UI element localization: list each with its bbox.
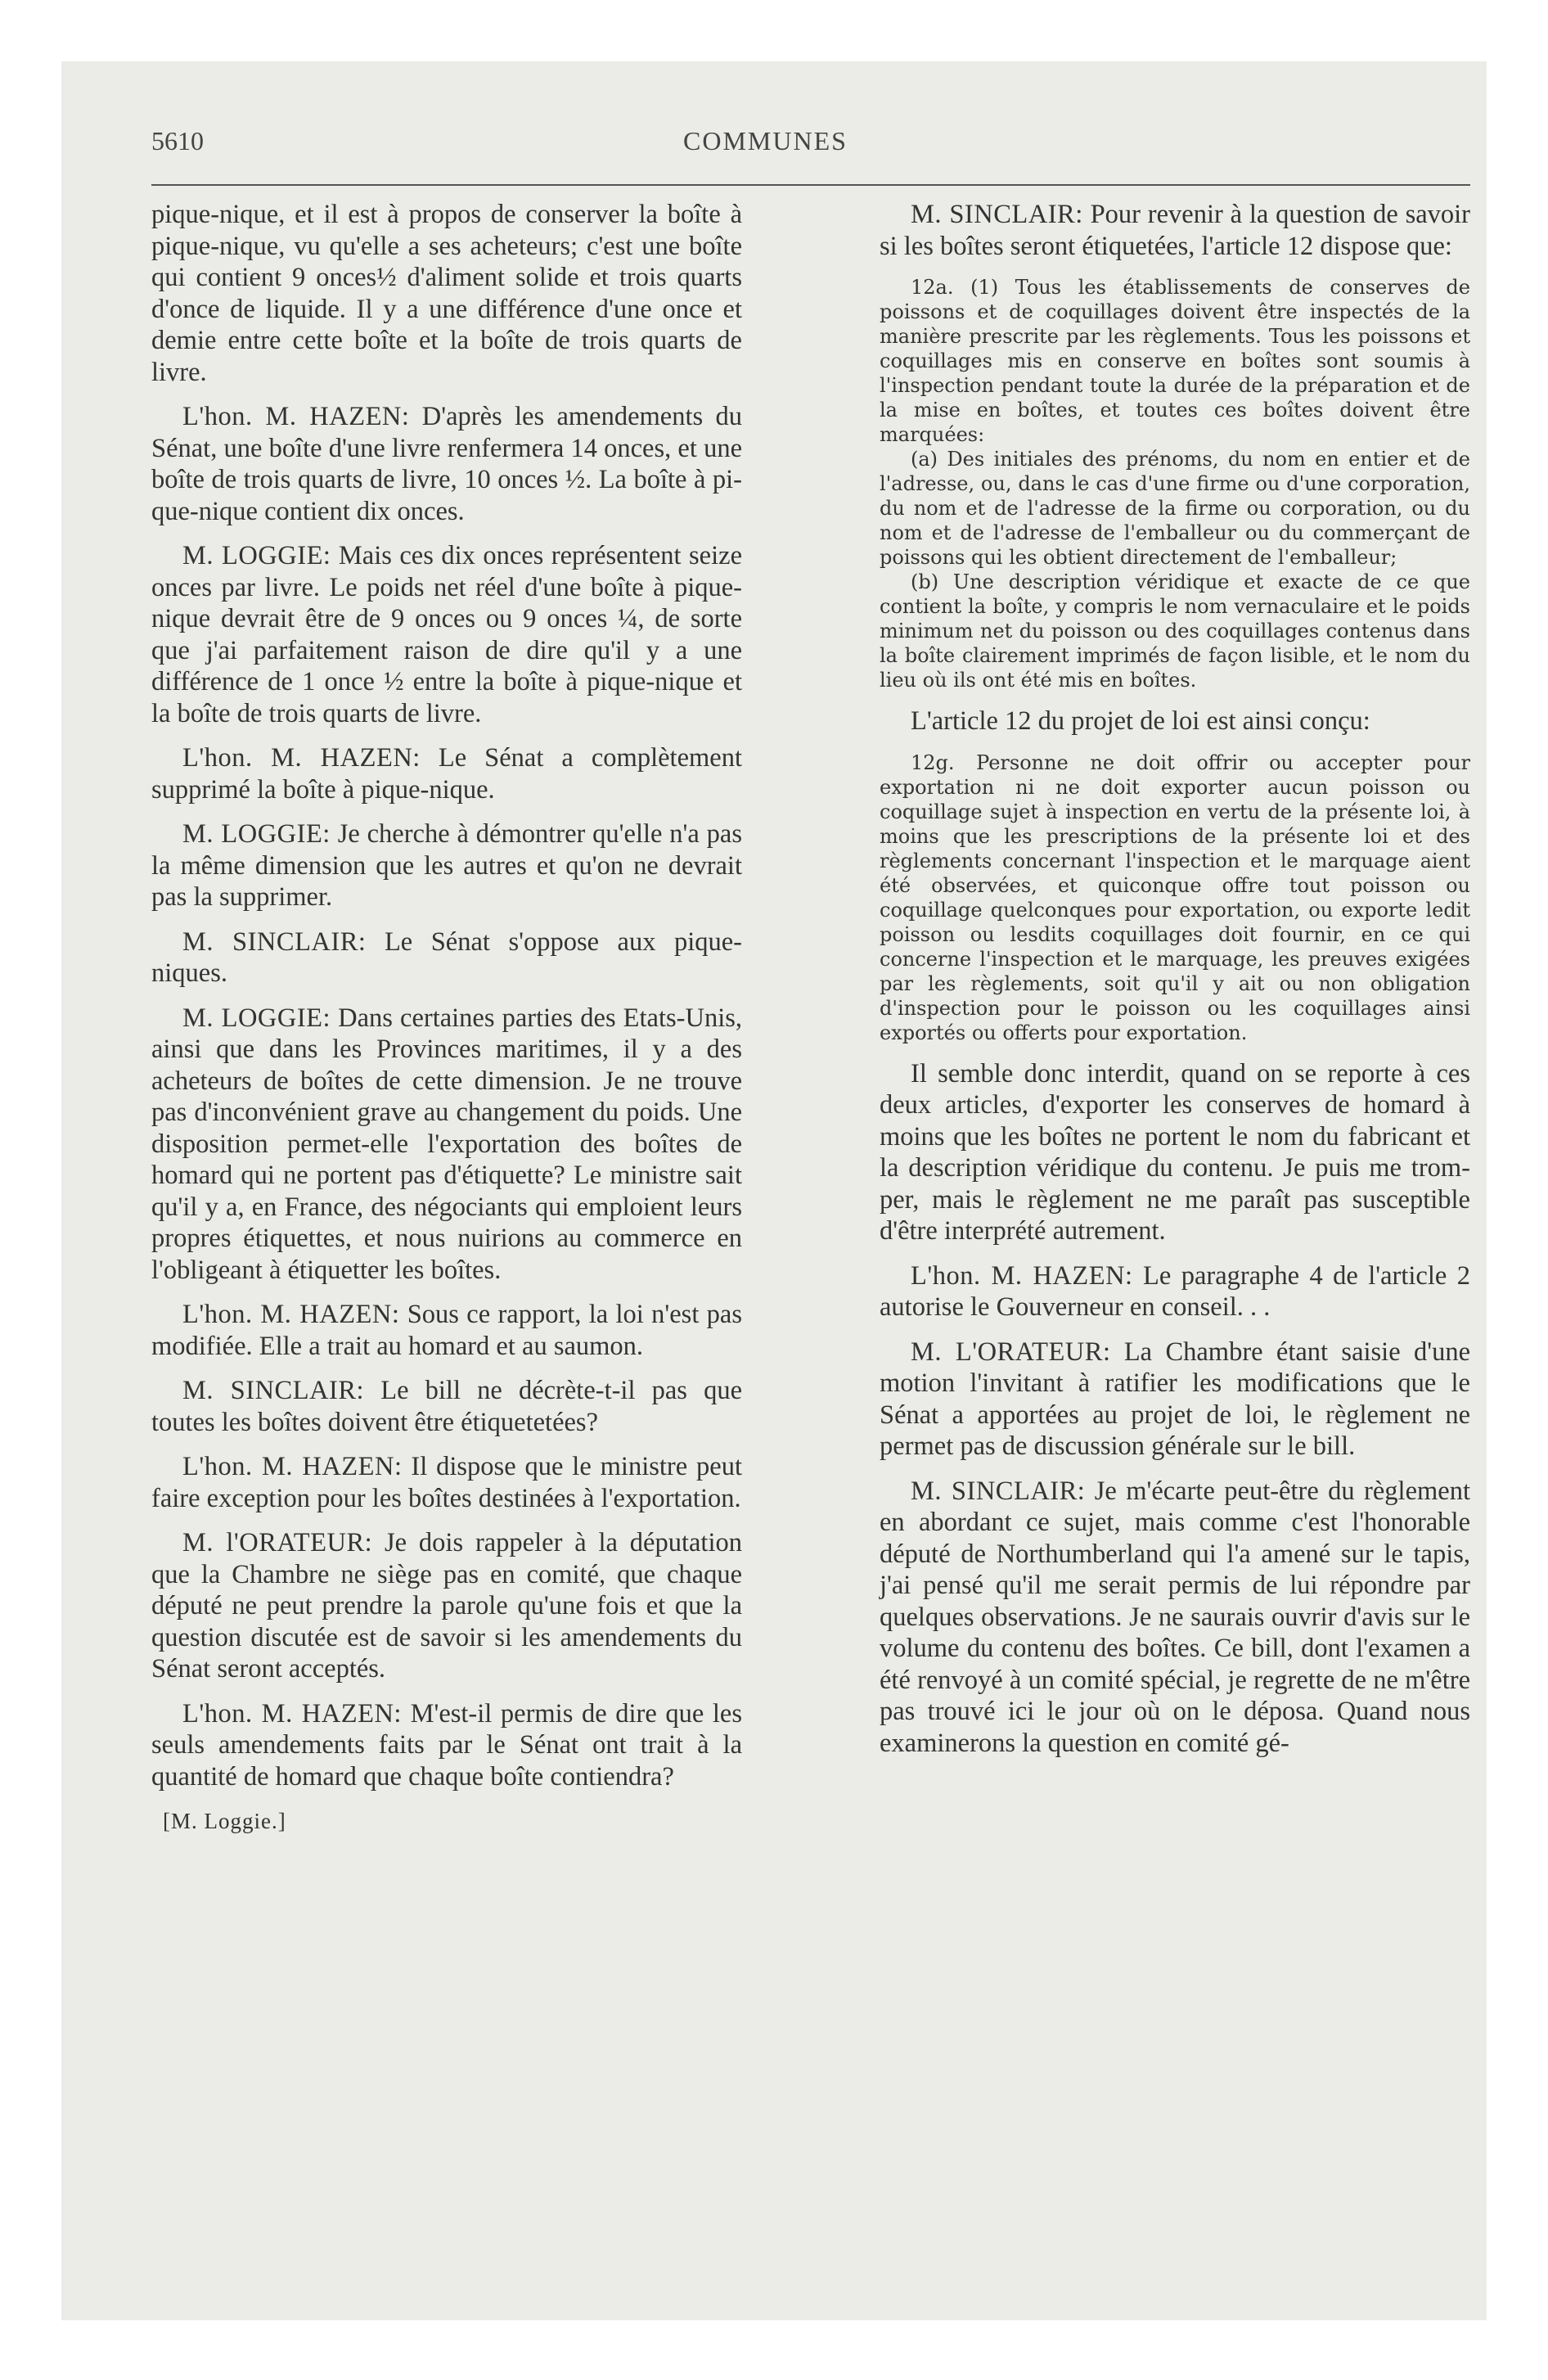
speaker: L'hon. M. HAZEN: (911, 1260, 1133, 1291)
speaker: M. LOGGIE: (182, 819, 331, 849)
paragraph: pique-nique, et il est à propos de conserver la boîte à pique-nique, vu qu'elle a ses acheteurs; c'est une boîte qui contient 9 onces½ d'aliment solide et trois quarts d'once de liquide. Il y a une différence d'une once et demie entre cette boîte et la boîte de trois quarts de livre. (151, 200, 742, 387)
paragraph: M. L'ORATEUR: La Chambre étant saisie d'une motion l'invitant à ratifier les modifications que le Sénat a apportées au projet de loi, le règlement ne permet pas de discussion générale sur le bill. (880, 1336, 1470, 1461)
paragraph: L'hon. M. HAZEN: Le Sénat a complètement supprimé la boîte à pique-nique. (151, 743, 742, 805)
speaker: M. L'ORATEUR: (911, 1336, 1111, 1367)
quote-paragraph: (b) Une description véridique et exacte de ce que contient la boîte, y compris le nom vernaculaire et le poids minimum net du poisson ou des coquillages contenus dans la boîte clairement imprimés de façon lisible, et le nom du lieu où ils ont été mis en boîtes. (880, 570, 1470, 692)
paragraph: M. SINCLAIR: Le bill ne décrète-t-il pas que toutes les boîtes doivent être étiquetetées? (151, 1376, 743, 1437)
header-rule (151, 184, 1470, 186)
paragraph: M. SINCLAIR: Pour revenir à la question de savoir si les boîtes seront étiquetées, l'article 12 dispose que: (880, 200, 1470, 261)
speaker: L'hon. M. HAZEN: (182, 1300, 400, 1329)
paragraph: M. SINCLAIR: Je m'écarte peut-être du règlement en abordant ce sujet, mais comme c'est l'honorable député de Northumberland qui l'a amené sur le tapis, j'ai pensé qu'il me serait permis de lui répondre par quelques observations. Je ne saurais ouvrir d'avis sur le volume du contenu des boîtes. Ce bill, dont l'examen a été renvoyé à un comité spécial, je regrette de ne m'être pas trouvé ici le jour où on le déposa. Quand nous examinerons la question en comité gé- (880, 1476, 1470, 1758)
paragraph: L'hon. M. HAZEN: M'est-il permis de dire que les seuls amendements faits par le Sénat ont trait à la quantité de homard que chaque boîte contiendra? (151, 1698, 742, 1792)
speaker: M. LOGGIE: (182, 1003, 331, 1033)
paragraph: Il semble donc interdit, quand on se reporte à ces deux articles, d'exporter les conserves de homard à moins que les boîtes ne portent le nom du fabricant et la description véridique du contenu. Je puis me tromper, mais le règlement ne me paraît pas susceptible d'être interprété autrement. (880, 1058, 1470, 1246)
paragraph: M. l'ORATEUR: Je dois rappeler à la députation que la Chambre ne siège pas en comité, que chaque député ne peut prendre la parole qu'une fois et que la question discutée est de savoir si les amendements du Sénat seront acceptés. (151, 1528, 742, 1684)
running-header: COMMUNES (683, 126, 848, 156)
speaker: M. SINCLAIR: (911, 1476, 1086, 1506)
paragraph: L'article 12 du projet de loi est ainsi conçu: (911, 706, 1370, 736)
quote-paragraph: 12g. Personne ne doit offrir ou accepter pour exportation ni ne doit exporter aucun poisson ou coquillage sujet à inspection en vertu de la présente loi, à moins que les prescriptions de la présente loi et des règlements concernant l'inspection et le marquage aient été observées, et quiconque offre tout poisson ou coquillage quelconques pour exportation, ou exporte ledit poisson ou lesdits coquillages doit fournir, en ce qui concerne l'inspection et le marquage, les preuves exigées par les règlements, soit qu'il y ait ou non obligation d'inspection pour le poisson ou les coquillages ainsi exportés ou offerts pour exportation. (880, 751, 1470, 1044)
paragraph: M. LOGGIE: Dans certaines parties des Etats-Unis, ainsi que dans les Provinces maritimes, il y a des acheteurs de boîtes de cette dimension. Je ne trouve pas d'inconvénient grave au changement du poids. Une disposition permet-elle l'exportation des boîtes de homard qui ne portent pas d'étiquette? Le ministre sait qu'il y a, en France, des négociants qui emploient leurs propres étiquettes, et nous nuirions au commerce en l'obligeant à étiquetter les boîtes. (151, 1003, 742, 1285)
speaker: M. l'ORATEUR: (182, 1528, 373, 1557)
speaker: L'hon. M. HAZEN: (182, 402, 410, 431)
left-column (151, 199, 742, 1837)
quoted-article-12a (880, 275, 1470, 692)
scanned-page (61, 61, 1487, 2320)
paragraph: L'hon. M. HAZEN: Sous ce rapport, la loi n'est pas modifiée. Elle a trait au homard et au saumon. (151, 1300, 742, 1361)
speaker: M. SINCLAIR: (911, 200, 1083, 229)
paragraph: L'hon. M. HAZEN: D'après les amendements du Sénat, une boîte d'une livre renfermera 14 onces, et une boîte de trois quarts de livre, 10 onces ½. La boîte à pique-nique contient dix onces. (151, 402, 742, 526)
page-number: 5610 (151, 126, 204, 156)
right-column (880, 199, 1470, 1772)
paragraph: L'hon. M. HAZEN: Il dispose que le ministre peut faire exception pour les boîtes destinées à l'exportation. (151, 1452, 742, 1513)
speaker: L'hon. M. HAZEN: (182, 1452, 403, 1481)
speaker: M. SINCLAIR: (182, 1376, 365, 1405)
quote-paragraph: 12a. (1) Tous les établissements de conserves de poissons et de coquillages doivent être inspectés de la manière prescrite par les règlements. Tous les poissons et coquillages mis en conserve en boîtes sont soumis à l'inspection pendant toute la durée de la préparation et de la mise en boîtes, et toutes ces boîtes doivent être marquées: (880, 276, 1470, 446)
quoted-article-12g (880, 751, 1470, 1045)
paragraph: M. LOGGIE: Je cherche à démontrer qu'elle n'a pas la même dimension que les autres et qu'on ne devrait pas la supprimer. (151, 819, 742, 912)
paragraph: L'hon. M. HAZEN: Le paragraphe 4 de l'article 2 autorise le Gouverneur en conseil. . . (880, 1260, 1470, 1322)
speaker: L'hon. M. HAZEN: (182, 743, 421, 773)
paragraph: M. SINCLAIR: Le Sénat s'oppose aux pique-niques. (151, 926, 743, 988)
speaker: M. LOGGIE: (182, 541, 331, 570)
speaker: M. SINCLAIR: (182, 926, 367, 957)
quote-paragraph: (a) Des initiales des prénoms, du nom en entier et de l'adresse, ou, dans le cas d'une firme ou d'une corporation, du nom et de l'adresse de la firme ou corporation, ou du nom et de l'adresse de l'emballeur ou du commerçant de poissons qui les obtient directement de l'emballeur; (880, 448, 1470, 569)
speaker: L'hon. M. HAZEN: (182, 1698, 402, 1729)
paragraph: M. LOGGIE: Mais ces dix onces représentent seize onces par livre. Le poids net réel d'une boîte à pique-nique devrait être de 9 onces ou 9 onces ¼, de sorte que j'ai parfaitement raison de dire qu'il y a une différence de 1 once ½ entre la boîte à pique-nique et la boîte de trois quarts de livre. (151, 541, 742, 728)
column-footer-speaker: [M. Loggie.] (163, 1809, 286, 1833)
